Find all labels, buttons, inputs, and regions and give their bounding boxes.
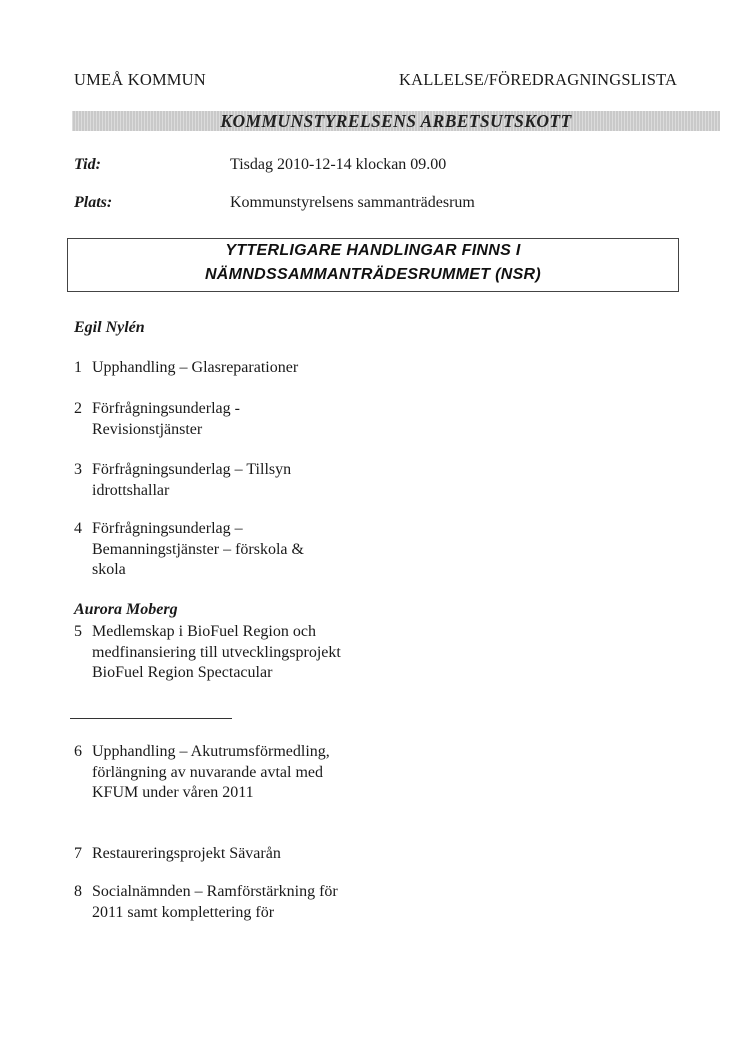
item-text: Upphandling – Akutrumsförmedling, förlängning av nuvarande avtal med KFUM under våren 2011 bbox=[92, 743, 330, 801]
item-text: Förfrågningsunderlag – Tillsyn idrottshallar bbox=[92, 461, 292, 499]
presenter-name: Egil Nylén bbox=[74, 319, 145, 336]
item-number: 4 bbox=[74, 520, 82, 537]
place-value: Kommunstyrelsens sammanträdesrum bbox=[230, 194, 475, 211]
notice-line-1: YTTERLIGARE HANDLINGAR FINNS I bbox=[225, 242, 521, 259]
item-text: Restaureringsprojekt Sävarån bbox=[92, 845, 281, 862]
item-number: 6 bbox=[74, 743, 82, 760]
organization-name: UMEÅ KOMMUN bbox=[74, 70, 206, 89]
item-text: Socialnämnden – Ramförstärkning för 2011 samt komplettering för bbox=[92, 883, 338, 921]
agenda-item bbox=[74, 358, 374, 379]
place-label: Plats: bbox=[74, 194, 113, 211]
agenda-item bbox=[74, 882, 374, 923]
item-number: 7 bbox=[74, 845, 82, 862]
item-number: 3 bbox=[74, 461, 82, 478]
item-text: Förfrågningsunderlag - Revisionstjänster bbox=[92, 400, 240, 438]
agenda-item bbox=[74, 399, 374, 440]
agenda-item bbox=[74, 460, 374, 501]
agenda-item bbox=[74, 844, 374, 865]
section-divider bbox=[70, 718, 232, 719]
item-number: 2 bbox=[74, 400, 82, 417]
committee-title: KOMMUNSTYRELSENS ARBETSUTSKOTT bbox=[220, 111, 572, 131]
item-text: Medlemskap i BioFuel Region och medfinansiering till utvecklingsprojekt BioFuel Region Spectacular bbox=[92, 623, 341, 681]
notice-line-2: NÄMNDSSAMMANTRÄDESRUMMET (NSR) bbox=[204, 266, 542, 283]
item-text: Upphandling – Glasreparationer bbox=[92, 359, 299, 376]
item-number: 8 bbox=[74, 883, 82, 900]
item-number: 1 bbox=[74, 359, 82, 376]
time-value: Tisdag 2010-12-14 klockan 09.00 bbox=[230, 156, 447, 173]
item-number: 5 bbox=[74, 623, 82, 640]
notice-box bbox=[67, 238, 679, 292]
agenda-item bbox=[74, 622, 374, 684]
item-text: Förfrågningsunderlag – Bemanningstjänster – förskola & skola bbox=[92, 520, 304, 578]
time-label: Tid: bbox=[74, 156, 101, 173]
presenter-name: Aurora Moberg bbox=[74, 601, 178, 618]
agenda-item bbox=[74, 519, 374, 581]
committee-banner bbox=[72, 111, 720, 131]
agenda-item bbox=[74, 742, 374, 804]
document-type: KALLELSE/FÖREDRAGNINGSLISTA bbox=[399, 70, 678, 89]
